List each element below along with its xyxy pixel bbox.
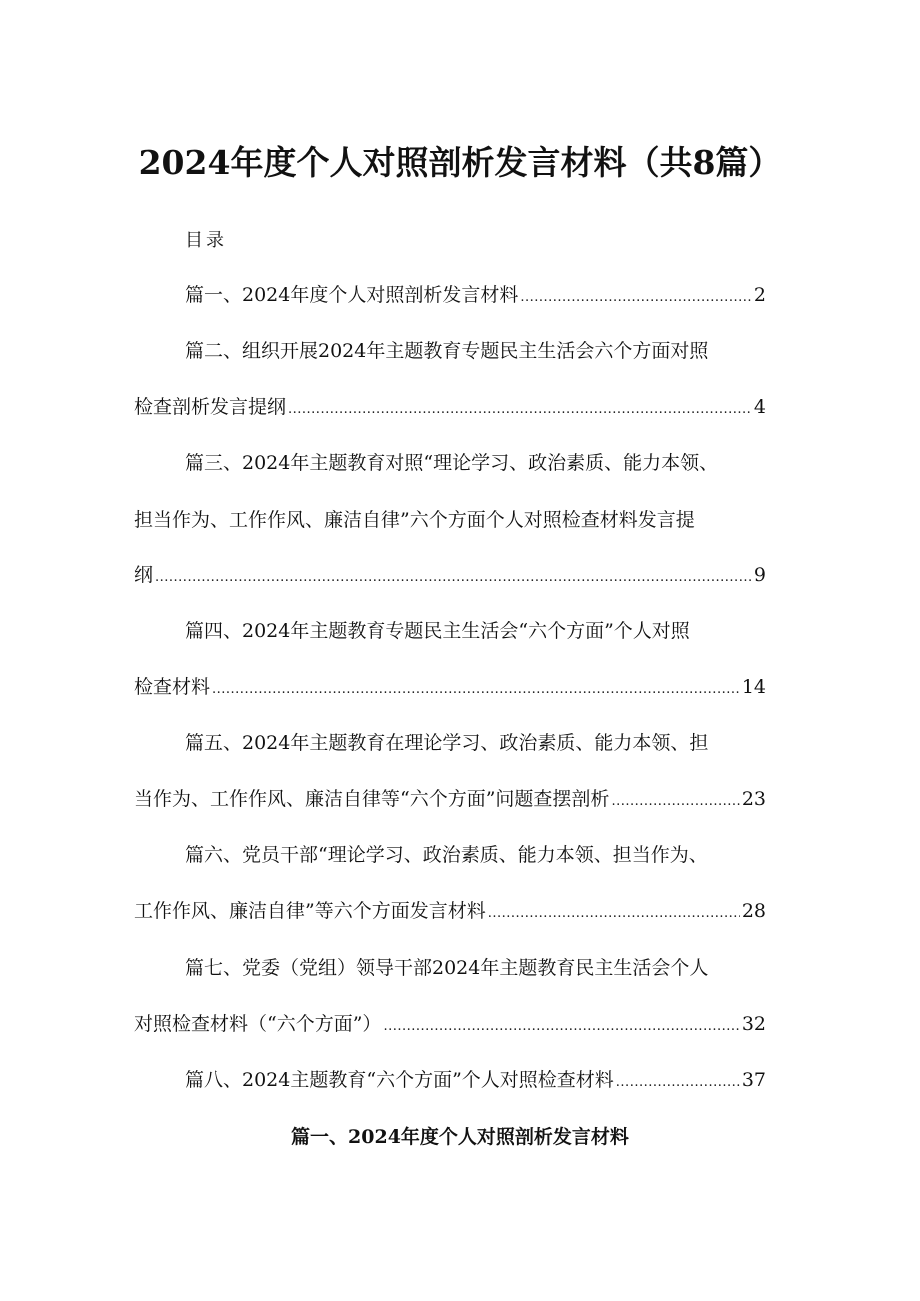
toc-entry-text: 篇二、组织开展2024年主题教育专题民主生活会六个方面对照 <box>185 340 709 362</box>
toc-page-number: 23 <box>741 788 766 810</box>
toc-heading: 目录 <box>185 230 227 251</box>
toc-entry-text: 篇五、2024年主题教育在理论学习、政治素质、能力本领、担 <box>185 732 709 754</box>
toc-entry-8[interactable] <box>185 1066 766 1097</box>
toc-entry-4-cont[interactable] <box>134 673 766 704</box>
toc-entry-3[interactable] <box>185 449 766 477</box>
toc-page-number: 14 <box>741 676 766 698</box>
toc-entry-5-cont[interactable] <box>134 785 766 816</box>
toc-entry-1[interactable] <box>185 281 766 312</box>
toc-leader-dots <box>155 564 752 592</box>
toc-entry-text: 篇八、2024主题教育“六个方面”个人对照检查材料 <box>185 1069 614 1091</box>
toc-entry-text: 当作为、工作作风、廉洁自律等“六个方面”问题查摆剖析 <box>134 788 610 810</box>
toc-leader-dots <box>488 900 740 928</box>
toc-entry-2[interactable] <box>185 337 766 365</box>
toc-page-number: 28 <box>741 900 766 922</box>
toc-entry-6-cont[interactable] <box>134 897 766 928</box>
toc-entry-text: 篇六、党员干部“理论学习、政治素质、能力本领、担当作为、 <box>185 844 708 866</box>
toc-entry-3-cont[interactable] <box>134 561 766 592</box>
toc-page-number: 37 <box>741 1069 766 1091</box>
toc-leader-dots <box>383 1013 739 1041</box>
toc-leader-dots <box>520 284 752 312</box>
toc-entry-text: 检查剖析发言提纲 <box>134 396 287 418</box>
toc-entry-text: 篇七、党委（党组）领导干部2024年主题教育民主生活会个人 <box>185 957 709 979</box>
toc-entry-text: 担当作为、工作作风、廉洁自律”六个方面个人对照检查材料发言提 <box>134 509 695 531</box>
toc-page-number: 32 <box>741 1013 766 1035</box>
toc-page-number: 4 <box>753 396 766 418</box>
toc-leader-dots <box>212 676 740 704</box>
toc-leader-dots <box>616 1069 740 1097</box>
toc-entry-text: 篇四、2024年主题教育专题民主生活会“六个方面”个人对照 <box>185 620 690 642</box>
toc-entry-5[interactable] <box>185 729 766 757</box>
toc-entry-text: 纲 <box>134 564 154 586</box>
section-heading: 篇一、2024年度个人对照剖析发言材料 <box>291 1126 629 1148</box>
toc-entry-text: 工作作风、廉洁自律”等六个方面发言材料 <box>134 900 486 922</box>
toc-entry-3-cont[interactable] <box>134 506 766 534</box>
toc-entry-2-cont[interactable] <box>134 393 766 424</box>
toc-leader-dots <box>611 788 739 816</box>
toc-entry-text: 篇一、2024年度个人对照剖析发言材料 <box>185 284 519 306</box>
toc-leader-dots <box>288 396 752 424</box>
toc-page-number: 9 <box>753 564 766 586</box>
toc-entry-6[interactable] <box>185 841 766 869</box>
toc-entry-text: 检查材料 <box>134 676 211 698</box>
document-title: 2024年度个人对照剖析发言材料（共8篇） <box>138 143 782 182</box>
toc-entry-text: 对照检查材料（“六个方面”） <box>134 1013 382 1035</box>
toc-page-number: 2 <box>753 284 766 306</box>
toc-entry-7[interactable] <box>185 954 766 982</box>
toc-entry-4[interactable] <box>185 617 766 645</box>
toc-entry-7-cont[interactable] <box>134 1010 766 1041</box>
toc-entry-text: 篇三、2024年主题教育对照“理论学习、政治素质、能力本领、 <box>185 452 719 474</box>
